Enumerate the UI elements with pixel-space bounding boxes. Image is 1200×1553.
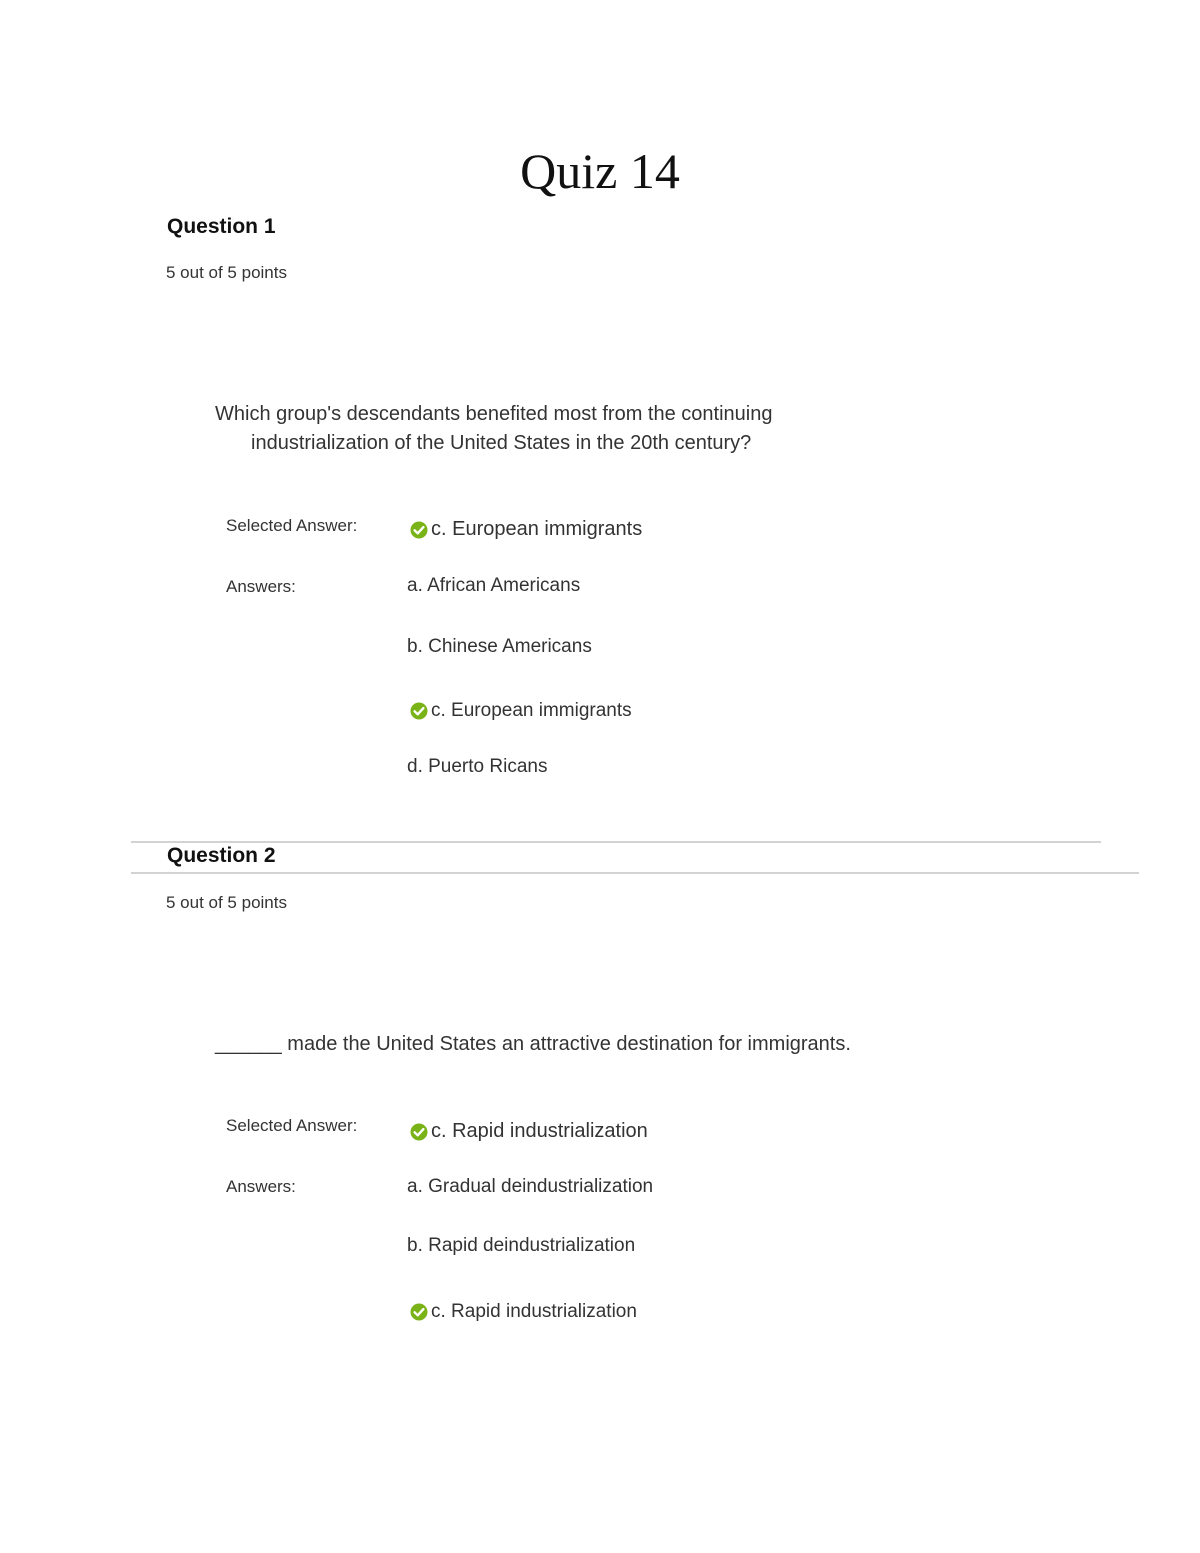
answer-text: c. European immigrants (431, 700, 632, 721)
question-1-text-line-1: Which group's descendants benefited most from the continuing (215, 403, 773, 425)
question-divider-top (131, 841, 1101, 843)
question-divider-bottom (131, 872, 1139, 874)
question-2-heading: Question 2 (167, 844, 276, 867)
question-1-answer-a (407, 575, 580, 597)
check-circle-icon (410, 1123, 428, 1141)
question-1-points: 5 out of 5 points (166, 263, 287, 282)
answer-text: d. Puerto Ricans (407, 756, 548, 777)
question-1-answer-c (410, 700, 632, 722)
question-1-text-line-2: industrialization of the United States in the 20th century? (251, 432, 752, 454)
question-2-selected-answer-text: c. Rapid industrialization (431, 1120, 648, 1142)
question-2-answer-c (410, 1301, 637, 1323)
check-circle-icon (410, 702, 428, 720)
question-1-heading: Question 1 (167, 215, 276, 238)
question-2-points: 5 out of 5 points (166, 893, 287, 912)
question-1-answer-d (407, 756, 547, 778)
answer-text: c. Rapid industrialization (431, 1301, 637, 1322)
question-2-answers-label: Answers: (226, 1177, 296, 1196)
question-2-selected-answer-label: Selected Answer: (226, 1116, 358, 1135)
question-2-answer-b (407, 1235, 635, 1257)
question-2-answer-a (407, 1176, 653, 1198)
page-title: Quiz 14 (520, 143, 680, 199)
answer-text: b. Rapid deindustrialization (407, 1235, 636, 1256)
check-circle-icon (410, 1303, 428, 1321)
question-1-selected-answer (410, 518, 642, 541)
question-1-answers-label: Answers: (226, 577, 296, 596)
answer-text: a. African Americans (407, 575, 581, 596)
question-1-text (215, 400, 772, 458)
question-2-text (215, 1030, 851, 1059)
answer-text: a. Gradual deindustrialization (407, 1176, 654, 1197)
question-2-selected-answer (410, 1120, 648, 1143)
check-circle-icon (410, 521, 428, 539)
answer-text: b. Chinese Americans (407, 636, 592, 657)
question-1-selected-answer-label: Selected Answer: (226, 516, 358, 535)
question-1-selected-answer-text: c. European immigrants (431, 518, 643, 540)
question-2-text-line-1: ______ made the United States an attractive destination for immigrants. (215, 1033, 851, 1055)
question-1-answer-b (407, 636, 592, 658)
